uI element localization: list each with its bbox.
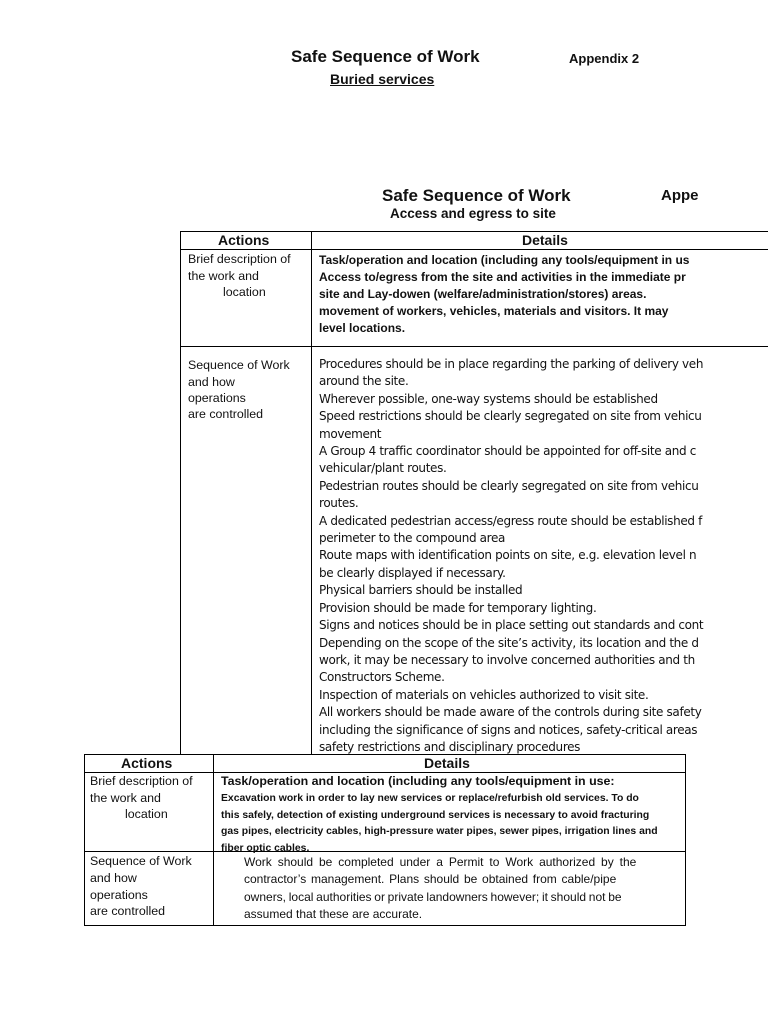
detail-line: Work should be completed under a Permit to Work authorized by the bbox=[244, 855, 637, 869]
detail-line: perimeter to the compound area bbox=[319, 531, 506, 546]
detail-line: contractor’s management. Plans should be obtained from cable/pipe bbox=[244, 872, 617, 887]
detail-line: A Group 4 traffic coordinator should be appointed for off-site and c bbox=[319, 444, 696, 459]
buried-services-table bbox=[84, 754, 686, 926]
section-title: Safe Sequence of Work bbox=[382, 186, 571, 205]
detail-line: Constructors Scheme. bbox=[319, 670, 445, 685]
row-detail bbox=[319, 356, 703, 756]
detail-heading: Task/operation and location (including any tools/equipment in use: bbox=[221, 774, 615, 788]
details-header: Details bbox=[522, 232, 568, 248]
row-label-line: operations bbox=[90, 888, 148, 902]
detail-line: routes. bbox=[319, 496, 359, 511]
detail-line: around the site. bbox=[319, 374, 409, 389]
row-detail bbox=[319, 252, 689, 337]
row-label-line: operations bbox=[188, 391, 246, 405]
detail-line: site and Lay-dowen (welfare/administration/stores) areas. bbox=[319, 287, 647, 301]
actions-header: Actions bbox=[218, 232, 270, 248]
row-label-line: Brief description of bbox=[90, 774, 193, 788]
detail-line: Route maps with identification points on site, e.g. elevation level n bbox=[319, 548, 697, 563]
row-label-line: Sequence of Work bbox=[90, 854, 192, 868]
row-label-line: Brief description of bbox=[188, 252, 291, 266]
detail-line: Procedures should be in place regarding the parking of delivery veh bbox=[319, 357, 704, 371]
row-label-line: are controlled bbox=[90, 904, 166, 918]
section-appendix-label: Appe bbox=[661, 187, 699, 204]
detail-line: gas pipes, electricity cables, high-pressure water pipes, sewer pipes, irrigation lines and bbox=[221, 826, 658, 838]
detail-line: owners, local authorities or private landowners however; it should not be bbox=[244, 889, 622, 904]
actions-header: Actions bbox=[121, 755, 173, 771]
detail-line: assumed that these are accurate. bbox=[244, 907, 423, 922]
row-detail bbox=[244, 854, 678, 924]
row-label-line: are controlled bbox=[188, 407, 264, 421]
detail-line: safety restrictions and disciplinary procedures bbox=[319, 739, 581, 754]
page-title: Safe Sequence of Work bbox=[291, 47, 480, 66]
row-label-line: location bbox=[125, 807, 168, 821]
detail-line: this safely, detection of existing underground services is necessary to avoid fracturing bbox=[221, 809, 650, 821]
row-label-line: Sequence of Work bbox=[188, 358, 290, 372]
detail-line: movement bbox=[319, 426, 382, 441]
detail-line: A dedicated pedestrian access/egress route should be established f bbox=[319, 513, 702, 528]
detail-line: vehicular/plant routes. bbox=[319, 461, 447, 476]
row-label-line: location bbox=[223, 285, 266, 299]
details-header: Details bbox=[424, 755, 470, 771]
access-egress-table bbox=[180, 231, 768, 771]
detail-line: work, it may be necessary to involve concerned authorities and th bbox=[319, 652, 695, 667]
row-label-line: the work and bbox=[90, 791, 161, 805]
page-subtitle: Buried services bbox=[330, 71, 435, 87]
section-subtitle: Access and egress to site bbox=[390, 206, 556, 221]
detail-line: Task/operation and location (including any tools/equipment in us bbox=[319, 253, 690, 267]
detail-line: be clearly displayed if necessary. bbox=[319, 565, 506, 580]
detail-line: movement of workers, vehicles, materials and visitors. It may bbox=[319, 304, 669, 318]
detail-line: level locations. bbox=[319, 321, 406, 335]
detail-line: Inspection of materials on vehicles authorized to visit site. bbox=[319, 687, 649, 702]
detail-line: Depending on the scope of the site’s activity, its location and the d bbox=[319, 635, 699, 650]
detail-line: fiber optic cables. bbox=[221, 842, 310, 854]
row-label-line: and how bbox=[188, 375, 235, 389]
row-label-line: and how bbox=[90, 871, 137, 885]
detail-line: including the significance of signs and notices, safety-critical areas bbox=[319, 722, 698, 737]
row-detail bbox=[221, 791, 658, 857]
detail-line: Provision should be made for temporary lighting. bbox=[319, 600, 597, 615]
detail-line: Speed restrictions should be clearly segregated on site from vehicu bbox=[319, 409, 702, 424]
detail-line: All workers should be made aware of the controls during site safety bbox=[319, 705, 702, 720]
detail-line: Signs and notices should be in place setting out standards and cont bbox=[319, 618, 704, 633]
row-label-line: the work and bbox=[188, 269, 259, 283]
detail-line: Physical barriers should be installed bbox=[319, 583, 523, 598]
detail-line: Pedestrian routes should be clearly segregated on site from vehicu bbox=[319, 478, 699, 493]
detail-line: Excavation work in order to lay new services or replace/refurbish old services. To do bbox=[221, 793, 639, 804]
detail-line: Wherever possible, one-way systems should be established bbox=[319, 391, 658, 406]
detail-line: Access to/egress from the site and activities in the immediate pr bbox=[319, 270, 686, 284]
appendix-label: Appendix 2 bbox=[569, 51, 640, 66]
